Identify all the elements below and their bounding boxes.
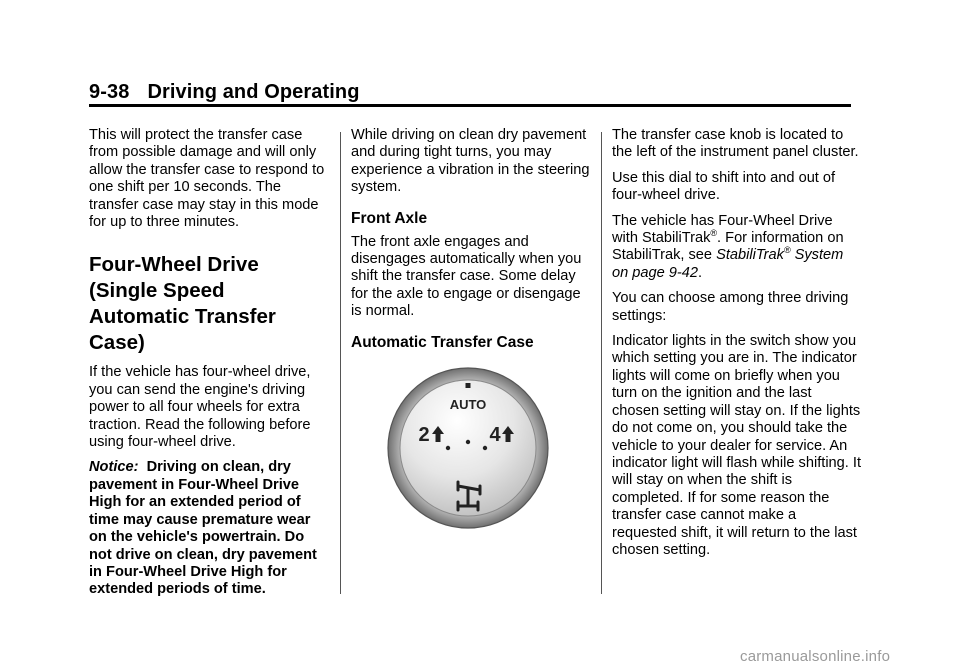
column-3 <box>612 127 862 567</box>
indicator-dot <box>466 440 470 444</box>
page-number: 9-38 <box>89 81 130 103</box>
indicator-dot <box>483 446 487 450</box>
indicator-mark <box>466 383 471 388</box>
watermark: carmanualsonline.info <box>740 648 891 665</box>
notice-text: Driving on clean, dry pavement in Four-Wheel Drive High for an extended period of time may cause premature wear on the vehicle's powertrain. Do not drive on clean, dry pavement in Four-Wheel Drive High for extended periods of time. <box>89 459 317 598</box>
paragraph: The front axle engages and disengages automatically when you shift the transfer case. Some delay for the axle to engage or disengage is normal. <box>351 233 582 320</box>
chapter-title: Driving and Operating <box>147 81 360 103</box>
text-run: . <box>698 264 703 281</box>
notice <box>89 459 329 598</box>
transfer-case-knob-illustration <box>386 366 550 530</box>
registered-mark: ® <box>783 245 791 256</box>
registered-mark: ® <box>710 228 718 239</box>
knob-svg <box>386 366 550 530</box>
column-1 <box>89 127 329 607</box>
paragraph: Indicator lights in the switch show you which setting you are in. The indicator lights will come on briefly when you turn on the ignition and the last chosen setting will stay on. If the lights do not come on, you should take the vehicle to your dealer for service. An indicator light will flash while shifting. It will stay on when the shift is completed. If for some reason the transfer case cannot make a requested shift, it will return to the last chosen setting. <box>612 333 862 558</box>
knob-label-4: 4 <box>489 424 501 446</box>
column-2 <box>351 127 591 358</box>
link-text: StabiliTrak <box>716 247 784 264</box>
text-run: The vehicle has Four-Wheel Drive with StabiliTrak <box>612 212 833 247</box>
section-heading: Four-Wheel Drive (Single Speed Automatic Transfer Case) <box>89 253 276 355</box>
link-text: System on page 9-42 <box>612 247 844 281</box>
column-divider <box>601 132 602 594</box>
paragraph: Use this dial to shift into and out of four-wheel drive. <box>612 169 836 204</box>
paragraph: The transfer case knob is located to the left of the instrument panel cluster. <box>612 127 859 161</box>
knob-label-2: 2 <box>418 424 430 446</box>
header-rule <box>89 104 851 107</box>
indicator-dot <box>446 446 450 450</box>
paragraph: You can choose among three driving settings: <box>612 290 849 324</box>
paragraph: If the vehicle has four-wheel drive, you can send the engine's driving power to all four wheels for extra traction. Read the following before using four-wheel drive. <box>89 364 311 451</box>
paragraph-stabilitrak <box>612 213 862 283</box>
text-run: . For information on StabiliTrak, see <box>612 230 844 264</box>
knob-label-auto: AUTO <box>449 397 487 412</box>
paragraph: This will protect the transfer case from possible damage and will only allow the transfer case to respond to one shift per 10 seconds. The transfer case may stay in this mode for up to three minutes. <box>89 127 325 231</box>
subheading-front-axle: Front Axle <box>351 209 428 227</box>
notice-label: Notice: <box>89 459 139 476</box>
subheading-automatic-transfer-case: Automatic Transfer Case <box>351 333 534 351</box>
paragraph: While driving on clean dry pavement and during tight turns, you may experience a vibration in the steering system. <box>351 127 590 196</box>
column-divider <box>340 132 341 594</box>
